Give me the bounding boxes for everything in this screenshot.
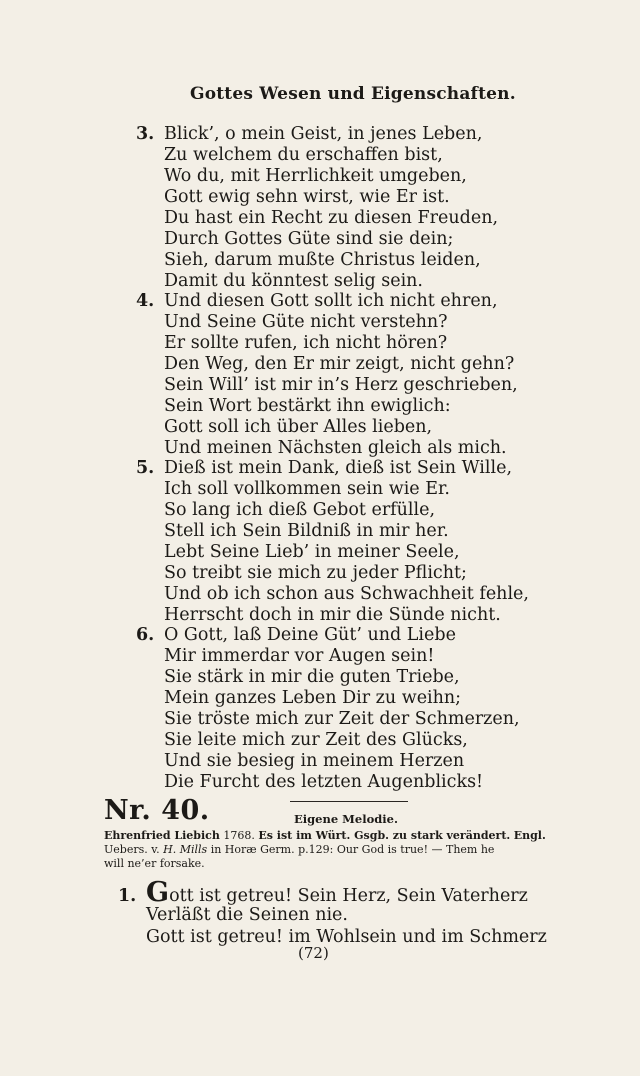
stanza-line: Du hast ein Recht zu diesen Freuden, xyxy=(164,208,499,228)
stanza-line: So lang ich dieß Gebot erfülle, xyxy=(164,500,436,520)
stanza-line: Und ob ich schon aus Schwachheit fehle, xyxy=(164,584,529,604)
divider-rule xyxy=(290,801,408,802)
stanza-line xyxy=(118,877,558,908)
stanza-line: Gott ist getreu! im Wohlsein und im Schmerz xyxy=(146,927,547,947)
attribution-line-3: will ne’er forsake. xyxy=(104,857,205,870)
stanza-line: So treibt sie mich zu jeder Pflicht; xyxy=(164,563,467,583)
stanza-line: Zu welchem du erschaffen bist, xyxy=(164,145,443,165)
stanza-line: Lebt Seine Lieb’ in meiner Seele, xyxy=(164,542,460,562)
stanza-line: Er sollte rufen, ich nicht hören? xyxy=(164,333,448,353)
stanza-line: Damit du könntest selig sein. xyxy=(164,271,423,291)
stanza-line: Gott ewig sehn wirst, wie Er ist. xyxy=(164,187,450,207)
attribution-line-2 xyxy=(104,843,556,857)
page-number: (72) xyxy=(298,944,329,962)
stanza-number: 6. xyxy=(136,625,155,645)
stanza-line: Die Furcht des letzten Augenblicks! xyxy=(164,772,484,792)
stanza-6 xyxy=(136,625,520,793)
stanza-line: Sie stärk in mir die guten Triebe, xyxy=(164,667,460,687)
verse-text: Und diesen Gott sollt ich nicht ehren, xyxy=(164,291,498,311)
attribution-line-1 xyxy=(104,829,556,843)
stanza-line: Herrscht doch in mir die Sünde nicht. xyxy=(164,605,501,625)
stanza-line: Und sie besieg in meinem Herzen xyxy=(164,751,465,771)
translator-name: H. Mills xyxy=(163,843,208,856)
stanza-line: Verläßt die Seinen nie. xyxy=(146,905,348,925)
hymn-number: Nr. 40. xyxy=(104,795,210,826)
stanza-line xyxy=(136,458,516,479)
stanza-number: 4. xyxy=(136,291,155,311)
stanza-line: Mir immerdar vor Augen sein! xyxy=(164,646,435,666)
drop-initial: G xyxy=(146,877,170,908)
stanza-line: Ich soll vollkommen sein wie Er. xyxy=(164,479,450,499)
stanza-line: Sie tröste mich zur Zeit der Schmerzen, xyxy=(164,709,520,729)
melody-label: Eigene Melodie. xyxy=(294,812,398,826)
verse-text: Dieß ist mein Dank, dieß ist Sein Wille, xyxy=(164,458,513,478)
revision-note: Es ist im Würt. Gsgb. zu stark verändert. xyxy=(258,829,511,842)
stanza-line: Stell ich Sein Bildniß in mir her. xyxy=(164,521,449,541)
verse-text: ott ist getreu! Sein Herz, Sein Vaterherz xyxy=(169,886,528,906)
stanza-5 xyxy=(136,458,529,626)
stanza-line: Und meinen Nächsten gleich als mich. xyxy=(164,438,507,458)
stanza-line: Sein Will’ ist mir in’s Herz geschrieben, xyxy=(164,375,518,395)
stanza-line xyxy=(136,124,516,145)
stanza-line xyxy=(136,291,516,312)
stanza-line: Durch Gottes Güte sind sie dein; xyxy=(164,229,454,249)
stanza-4 xyxy=(136,291,516,459)
stanza-line: Sie leite mich zur Zeit des Glücks, xyxy=(164,730,468,750)
stanza-number: 3. xyxy=(136,124,155,144)
stanza-line xyxy=(136,625,516,646)
stanza-line: Und Seine Güte nicht verstehn? xyxy=(164,312,448,332)
stanza-number: 5. xyxy=(136,458,155,478)
verse-text: O Gott, laß Deine Güt’ und Liebe xyxy=(164,625,456,645)
running-header: Gottes Wesen und Eigenschaften. xyxy=(190,84,516,104)
stanza-line: Wo du, mit Herrlichkeit umgeben, xyxy=(164,166,467,186)
hymn-40-verse-1 xyxy=(118,877,558,948)
author-year: 1768. xyxy=(223,829,255,842)
translation-prefix: Uebers. v. xyxy=(104,843,160,856)
stanza-line: Sein Wort bestärkt ihn ewiglich: xyxy=(164,396,451,416)
stanza-number: 1. xyxy=(118,886,137,906)
stanza-line: Mein ganzes Leben Dir zu weihn; xyxy=(164,688,462,708)
stanza-line: Den Weg, den Er mir zeigt, nicht gehn? xyxy=(164,354,515,374)
english-label: Engl. xyxy=(513,829,546,842)
stanza-3 xyxy=(136,124,516,292)
verse-text: Blick’, o mein Geist, in jenes Leben, xyxy=(164,124,483,144)
stanza-line: Sieh, darum mußte Christus leiden, xyxy=(164,250,481,270)
author-name: Ehrenfried Liebich xyxy=(104,829,220,842)
stanza-line: Gott soll ich über Alles lieben, xyxy=(164,417,433,437)
translation-source: in Horæ Germ. p.129: Our God is true! — Them he xyxy=(210,843,495,856)
